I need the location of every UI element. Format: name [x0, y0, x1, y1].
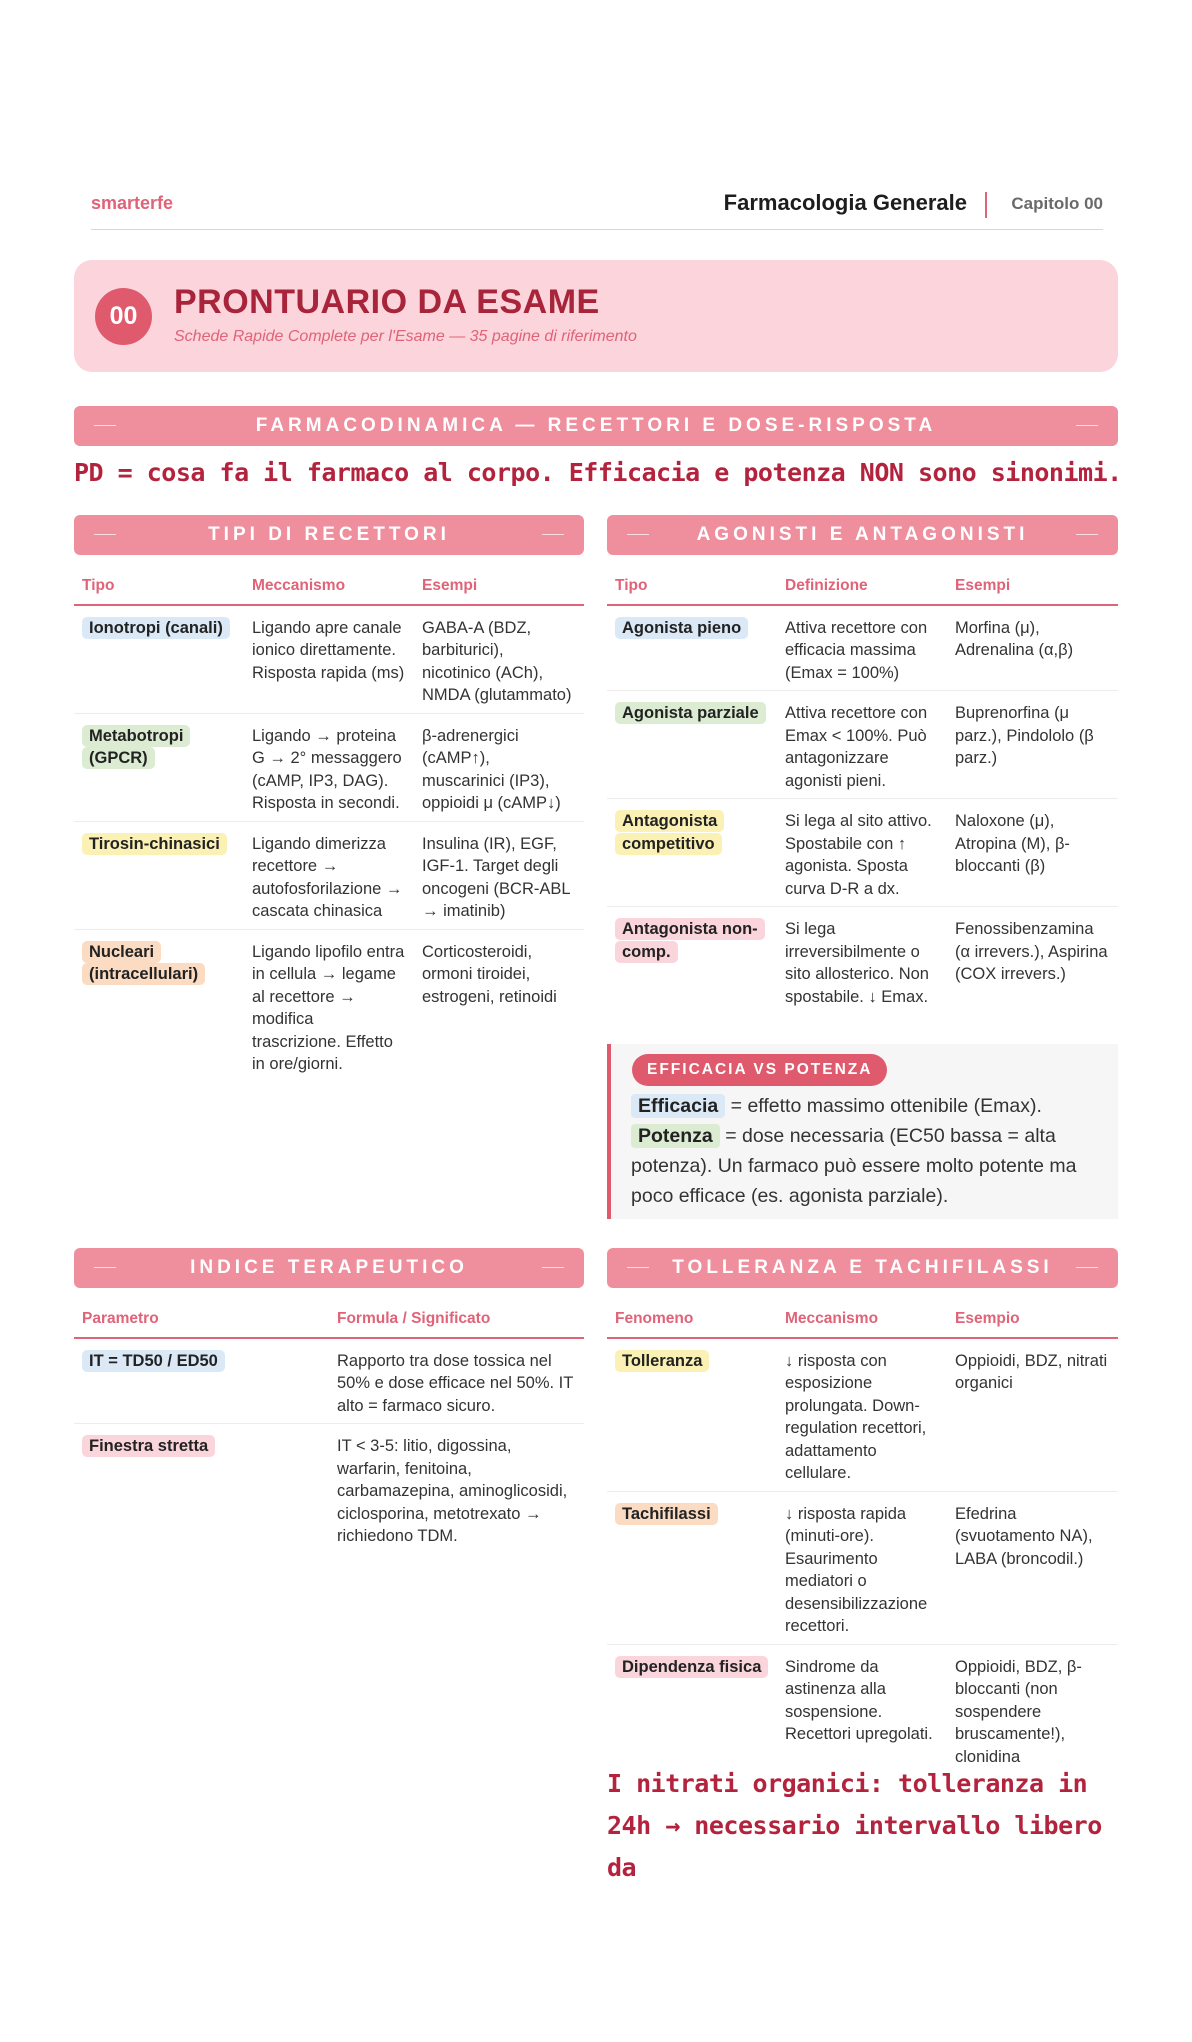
section-title: FARMACODINAMICA — RECETTORI E DOSE-RISPOSTA — [255, 415, 937, 436]
phenomenon-pill: Tolleranza — [615, 1350, 709, 1372]
mechanism-cell: Ligando → proteina G → 2° messaggero (cAMP, IP3, DAG). Risposta in secondi. — [244, 713, 414, 821]
type-pill: Ionotropi (canali) — [82, 617, 230, 639]
formula-cell: IT < 3-5: litio, digossina, warfarin, fenitoina, carbamazepina, aminoglicosidi, ciclosporina, metotrexato → richiedono TDM. — [337, 1437, 568, 1545]
section-bar-recettori — [74, 515, 584, 555]
examples-cell: Corticosteroidi, ormoni tiroidei, estrogeni, retinoidi — [422, 942, 557, 1006]
type-pill: Antagonista competitivo — [615, 810, 724, 855]
dash-decoration — [542, 1267, 564, 1268]
table-row — [607, 605, 1118, 691]
column-header: Meccanismo — [244, 565, 414, 605]
dash-decoration — [94, 425, 116, 426]
efficacia-potenza-callout — [607, 1044, 1118, 1219]
column-header: Esempi — [414, 565, 584, 605]
section-title: TIPI DI RECETTORI — [208, 524, 450, 545]
column-header: Parametro — [74, 1298, 329, 1338]
example-cell: Efedrina (svuotamento NA), LABA (broncodil.) — [947, 1491, 1118, 1644]
formula-cell: Rapporto tra dose tossica nel 50% e dose efficace nel 50%. IT alto = farmaco sicuro. — [329, 1338, 584, 1424]
table-row — [74, 605, 584, 714]
page-header — [91, 190, 1103, 230]
agonisti-table — [607, 565, 1118, 1014]
callout-tag: EFFICACIA VS POTENZA — [632, 1054, 887, 1086]
table-row — [607, 799, 1118, 907]
mechanism-cell: Ligando apre canale ionico direttamente. Risposta rapida (ms) — [244, 605, 414, 714]
nitrati-handwritten-note: I nitrati organici: tolleranza in 24h → necessario intervallo libero da — [607, 1769, 1102, 1882]
mechanism-cell: Sindrome da astinenza alla sospensione. Recettori upregolati. — [785, 1657, 933, 1743]
type-pill: Agonista parziale — [615, 702, 766, 724]
chapter-banner — [74, 260, 1118, 372]
column-header: Tipo — [74, 565, 244, 605]
table-header-row — [74, 565, 584, 605]
type-pill: Metabotropi (GPCR) — [82, 725, 190, 770]
examples-cell: Morfina (μ), Adrenalina (α,β) — [947, 605, 1118, 691]
dash-decoration — [627, 1267, 649, 1268]
tolleranza-table — [607, 1298, 1118, 1774]
definition-cell: Si lega al sito attivo. Spostabile con ↑ agonista. Sposta curva D-R a dx. — [777, 799, 947, 907]
examples-cell: Buprenorfina (μ parz.), Pindololo (β parz.) — [947, 691, 1118, 799]
mechanism-cell: Ligando lipofilo entra in cellula → legame al recettore → modifica trascrizione. Effetto in ore/giorni. — [252, 942, 405, 1073]
section-title: TOLLERANZA E TACHIFILASSI — [672, 1257, 1053, 1278]
dash-decoration — [1076, 425, 1098, 426]
potenza-label: Potenza — [631, 1124, 720, 1148]
type-pill: Antagonista non-comp. — [615, 918, 765, 963]
section-title: INDICE TERAPEUTICO — [190, 1257, 468, 1278]
dash-decoration — [627, 534, 649, 535]
chapter-label: Capitolo 00 — [1011, 194, 1103, 213]
definition-cell: Attiva recettore con Emax < 100%. Può antagonizzare agonisti pieni. — [777, 691, 947, 799]
callout-body — [631, 1091, 1111, 1211]
section-bar-farmacodinamica — [74, 406, 1118, 446]
pd-handwritten-note: PD = cosa fa il farmaco al corpo. Efficacia e potenza NON sono sinonimi. — [74, 458, 1122, 487]
type-pill: Tirosin-chinasici — [82, 833, 227, 855]
table-row — [74, 821, 584, 929]
table-row — [607, 1644, 1118, 1774]
table-row — [74, 1338, 584, 1424]
type-pill: Agonista pieno — [615, 617, 748, 639]
table-row — [607, 907, 1118, 1015]
indice-table — [74, 1298, 584, 1554]
type-pill: Nucleari (intracellulari) — [82, 941, 205, 986]
header-divider — [985, 192, 987, 218]
definition-cell: Si lega irreversibilmente o sito allosterico. Non spostabile. ↓ Emax. — [785, 920, 929, 1006]
mechanism-cell: ↓ risposta con esposizione prolungata. Down-regulation recettori, adattamento cellulare. — [777, 1338, 947, 1492]
examples-cell: β-adrenergici (cAMP↑), muscarinici (IP3), oppioidi μ (cAMP↓) — [414, 713, 584, 821]
efficacia-label: Efficacia — [631, 1094, 725, 1118]
column-header: Formula / Significato — [329, 1298, 584, 1338]
table-row — [74, 929, 584, 1082]
examples-cell: Fenossibenzamina (α irrevers.), Aspirina (COX irrevers.) — [955, 920, 1108, 983]
brand-name: smarterfe — [91, 193, 174, 213]
dash-decoration — [94, 534, 116, 535]
parameter-pill: Finestra stretta — [82, 1435, 215, 1457]
banner-subtitle: Schede Rapide Complete per l'Esame — 35 pagine di riferimento — [174, 328, 637, 345]
section-bar-agonisti — [607, 515, 1118, 555]
column-header: Tipo — [607, 565, 777, 605]
potenza-text: = dose necessaria (EC50 bassa = alta potenza). Un farmaco può essere molto potente ma poco efficace (es. agonista parziale). — [631, 1125, 1077, 1207]
phenomenon-pill: Dipendenza fisica — [615, 1656, 768, 1678]
section-bar-indice — [74, 1248, 584, 1288]
section-bar-tolleranza — [607, 1248, 1118, 1288]
table-header-row — [607, 1298, 1118, 1338]
definition-cell: Attiva recettore con efficacia massima (Emax = 100%) — [777, 605, 947, 691]
table-row — [607, 1491, 1118, 1644]
column-header: Esempio — [947, 1298, 1118, 1338]
examples-cell: Insulina (IR), EGF, IGF-1. Target degli oncogeni (BCR-ABL → imatinib) — [414, 821, 584, 929]
section-title: AGONISTI E ANTAGONISTI — [696, 524, 1029, 545]
column-header: Meccanismo — [777, 1298, 947, 1338]
example-cell: Oppioidi, BDZ, β-bloccanti (non sospendere bruscamente!), clonidina — [955, 1657, 1082, 1766]
recettori-table — [74, 565, 584, 1082]
table-header-row — [74, 1298, 584, 1338]
column-header: Esempi — [947, 565, 1118, 605]
examples-cell: Naloxone (μ), Atropina (M), β-bloccanti (β) — [947, 799, 1118, 907]
table-header-row — [607, 565, 1118, 605]
examples-cell: GABA-A (BDZ, barbiturici), nicotinico (ACh), NMDA (glutammato) — [414, 605, 584, 714]
banner-title: PRONTUARIO DA ESAME — [174, 283, 600, 321]
column-header: Definizione — [777, 565, 947, 605]
mechanism-cell: ↓ risposta rapida (minuti-ore). Esaurimento mediatori o desensibilizzazione recettori. — [777, 1491, 947, 1644]
table-row — [74, 1424, 584, 1554]
efficacia-text: = effetto massimo ottenibile (Emax). — [730, 1095, 1042, 1117]
mechanism-cell: Ligando dimerizza recettore → autofosforilazione → cascata chinasica — [244, 821, 414, 929]
chapter-number-badge: 00 — [95, 288, 152, 345]
column-header: Fenomeno — [607, 1298, 777, 1338]
table-row — [607, 1338, 1118, 1492]
example-cell: Oppioidi, BDZ, nitrati organici — [947, 1338, 1118, 1492]
phenomenon-pill: Tachifilassi — [615, 1503, 718, 1525]
dash-decoration — [94, 1267, 116, 1268]
table-row — [607, 691, 1118, 799]
dash-decoration — [1076, 534, 1098, 535]
parameter-pill: IT = TD50 / ED50 — [82, 1350, 225, 1372]
table-row — [74, 713, 584, 821]
document-title: Farmacologia Generale — [723, 190, 967, 215]
dash-decoration — [1076, 1267, 1098, 1268]
dash-decoration — [542, 534, 564, 535]
